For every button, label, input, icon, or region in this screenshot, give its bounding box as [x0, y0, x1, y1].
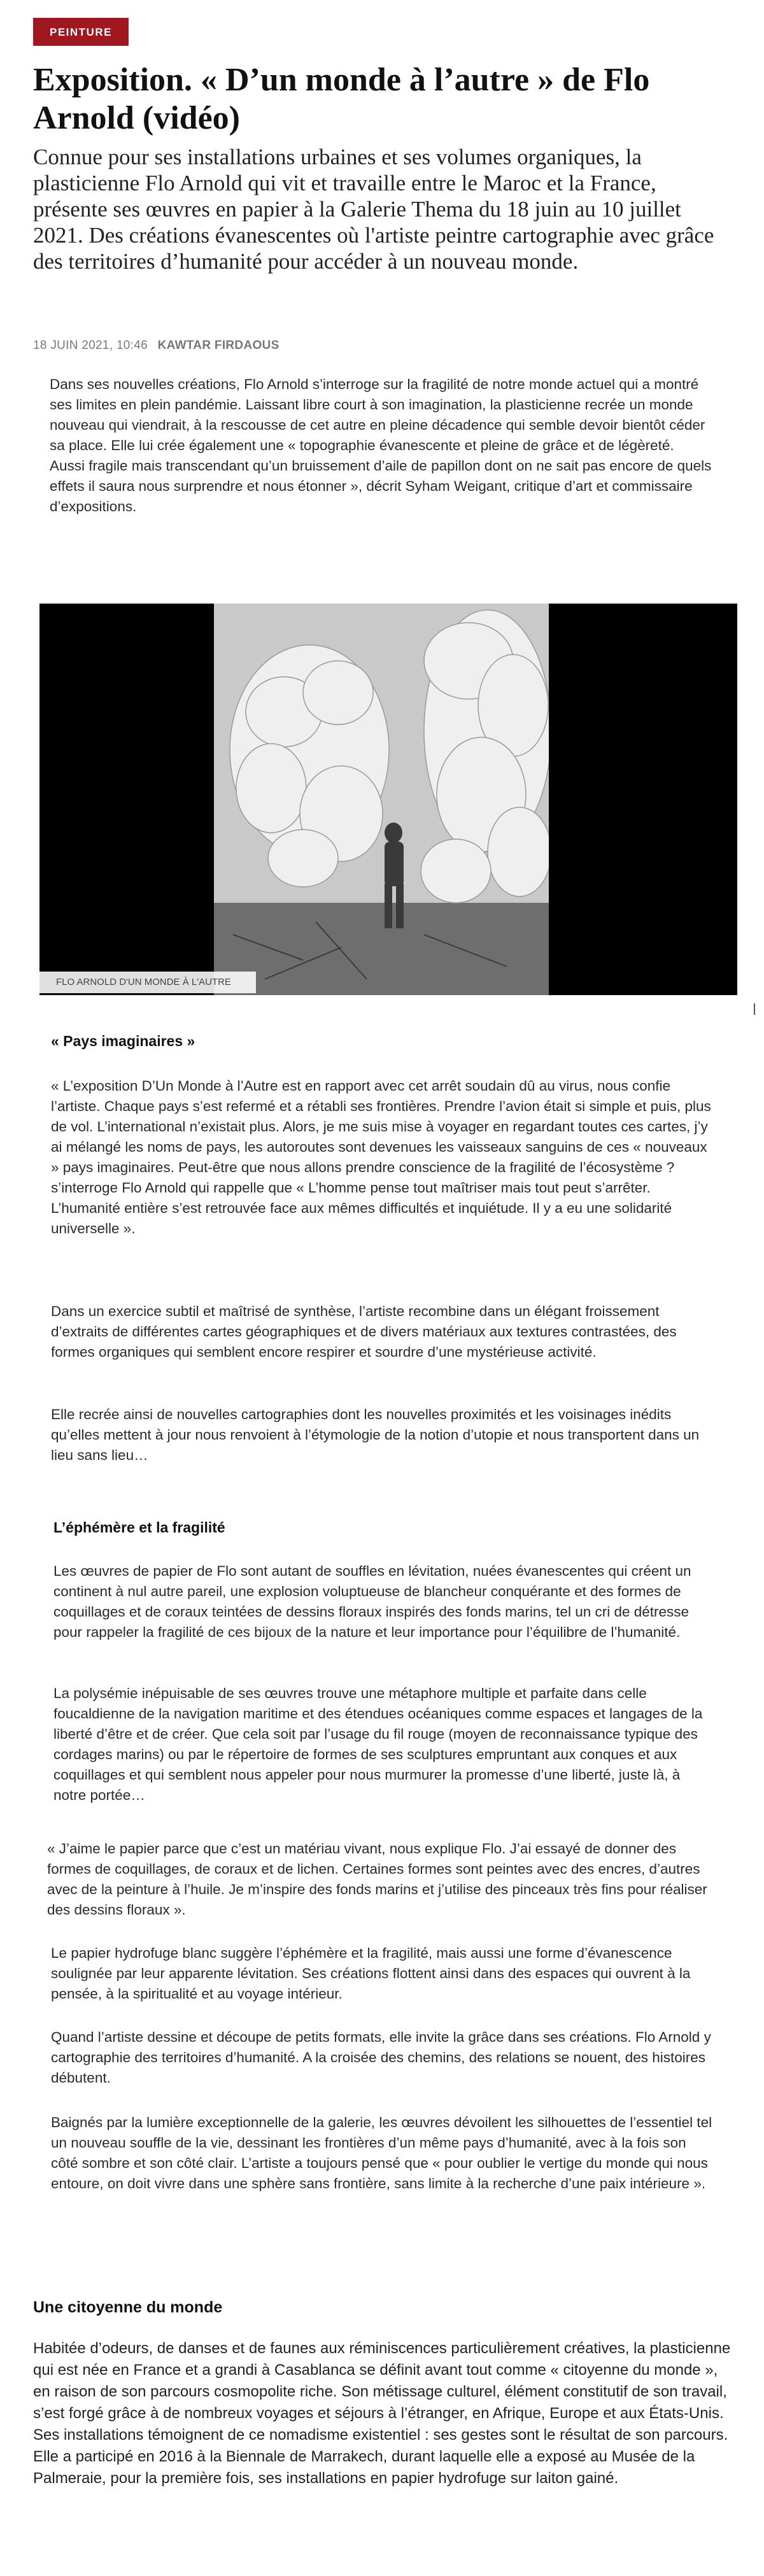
section1-paragraph-1: « L’exposition D’Un Monde à l’Autre est en rapport avec cet arrêt soudain dû au virus, nous confie l’artiste. Chaque pays s’est refermé et a rétabli ses frontières. Prendre l’avion était si simple et puis, plus de vol. L’international n’existait plus. Alors, je me suis mise à voyager en regardant toutes ces cartes, j’y ai mélangé les noms de pays, les autoroutes sont devenues les vaisseaux sanguins de ces « nouveaux » pays imaginaires. Peut-être que nous allons prendre conscience de la fragilité de l’écosystème ? s’interroge Flo Arnold qui rappelle que « L’homme pense tout maîtriser mais tout peut s’arrêter. L’humanité entière s’est retrouvée face aux mêmes difficultés et inquiétude. Il y a eu une solidarité universelle ».	[51, 1078, 711, 1236]
author-link[interactable]: KAWTAR FIRDAOUS	[157, 339, 279, 352]
section1-paragraph-3: Elle recrée ainsi de nouvelles cartographies dont les nouvelles proximités et les voisinages inédits qu’elles mettent à jour nous renvoient à l’étymologie de la notion d’utopie et nous transportent dans un lieu sans lieu…	[51, 1406, 700, 1463]
section2-paragraph-2: La polysémie inépuisable de ses œuvres trouve une métaphore multiple et parfaite dans celle foucaldienne de la navigation maritime et des étendues océaniques comme espaces et langages de la liberté d’être et de créer. Que cela soit par l’usage du fil rouge (moyen de reconnaissance typique des cordages marins) ou par le répertoire de formes de ses sculptures empruntant aux conques et aux coquillages et qui semblent nous appeler pour nous murmurer la promesse d’une liberté, juste là, à notre portée…	[53, 1685, 703, 1803]
paper-sculpture-illustration	[214, 604, 549, 995]
category-badge[interactable]: PEINTURE	[33, 18, 129, 46]
section-heading-ephemere: L’éphémère et la fragilité	[53, 1519, 225, 1536]
section2-paragraph-6: Baignés par la lumière exceptionnelle de la galerie, les œuvres dévoilent les silhouettes de l’essentiel tel un nouveau souffle de la vie, dessinant les frontières d’un même pays d’humanité, avec à la fois son côté sombre et son côté clair. L’artiste a toujours pensé que « pour oublier le vertige du monde qui nous entoure, on doit vivre dans une sphère sans frontière, sans limite à la recherche d’une paix intérieure ».	[51, 2114, 712, 2191]
section2-paragraph-5: Quand l’artiste dessine et découpe de petits formats, elle invite la grâce dans ses créations. Flo Arnold y cartographie des territoires d’humanité. A la croisée des chemins, des relations se nouent, des histoires débutent.	[51, 2029, 711, 2086]
article-headline: Exposition. « D’un monde à l’autre » de Flo Arnold (vidéo)	[33, 62, 650, 136]
scroll-marker	[754, 1003, 755, 1015]
section1-paragraph-2: Dans un exercice subtil et maîtrisé de synthèse, l’artiste recombine dans un élégant froissement d’extraits de différentes cartes géographiques et de divers matériaux aux textures contrastées, des formes organiques qui semblent encore respirer et sourdre d’une mystérieuse activité.	[51, 1303, 677, 1360]
intro-paragraph: Dans ses nouvelles créations, Flo Arnold s’interroge sur la fragilité de notre monde actuel qui a montré ses limites en plein pandémie. Laissant libre court à son imagination, la plasticienne recrée un monde nouveau qui viendrait, à la rescousse de cet autre en pleine décadence qui semble devoir bientôt céder sa place. Elle lui crée également une « topographie évanescente et pleine de grâce et de légèreté. Aussi fragile mais transcendant qu’un bruissement d’aile de papillon dont on ne sait pas encore de quels effets il saura nous surprendre et nous étonner », décrit Syham Weigant, critique d’art et commissaire d’expositions.	[50, 376, 712, 514]
article-lede: Connue pour ses installations urbaines et ses volumes organiques, la plasticienne Flo Arnold qui vit et travaille entre le Maroc et la France, présente ses œuvres en papier à la Galerie Thema du 18 juin au 10 juillet 2021. Des créations évanescentes où l'artiste peintre cartographie avec grâce des territoires d’humanité pour accéder à un nouveau monde.	[33, 145, 714, 274]
section-heading-pays-imaginaires: « Pays imaginaires »	[51, 1033, 195, 1049]
section2-paragraph-4: Le papier hydrofuge blanc suggère l’éphémère et la fragilité, mais aussi une forme d’évanescence soulignée par leur apparente lévitation. Ses créations flottent ainsi dans des espaces qui ouvrent à la pensée, à la spiritualité et au voyage intérieur.	[51, 1945, 691, 2002]
section2-paragraph-1: Les œuvres de papier de Flo sont autant de souffles en lévitation, nuées évanescentes qui créent un continent à nul autre pareil, une explosion voluptueuse de blancheur conquérante et des formes de coquillages et de coraux teintées de dessins floraux inspirés des fonds marins, tel un cri de détresse pour rappeler la fragilité de ces bijoux de la nature et leur importance pour l’équilibre de l’humanité.	[53, 1563, 691, 1640]
section-heading-citoyenne: Une citoyenne du monde	[33, 2298, 223, 2316]
video-thumbnail[interactable]	[214, 604, 549, 995]
video-caption: FLO ARNOLD D'UN MONDE À L'AUTRE	[39, 972, 256, 993]
publish-date: 18 JUIN 2021, 10:46	[33, 339, 148, 352]
section3-paragraph-1: Habitée d’odeurs, de danses et de faunes aux réminiscences particulièrement créatives, la plasticienne qui est née en France et a grandi à Casablanca se définit avant tout comme « citoyenne du monde », en raison de son parcours cosmopolite riche. Son métissage culturel, élément constitutif de son travail, s’est forgé grâce à de nombreux voyages et séjours à l’étranger, en Afrique, Europe et aux États-Unis. Ses installations témoignent de ce nomadisme existentiel : ses gestes sont le résultat de son parcours. Elle a participé en 2016 à la Biennale de Marrakech, durant laquelle elle a exposé au Musée de la Palmeraie, pour la première fois, ses installations en papier hydrofuge sur laiton gainé.	[33, 2340, 731, 2487]
byline	[33, 339, 279, 353]
video-player[interactable]	[39, 604, 737, 995]
section2-paragraph-3: « J’aime le papier parce que c’est un matériau vivant, nous explique Flo. J’ai essayé de donner des formes de coquillages, de coraux et de lichen. Certaines formes sont peintes avec des encres, d’autres avec de la peinture à l’huile. Je m’inspire des fonds marins et j’utilise des pinceaux très fins pour réaliser des dessins floraux ».	[47, 1841, 707, 1918]
